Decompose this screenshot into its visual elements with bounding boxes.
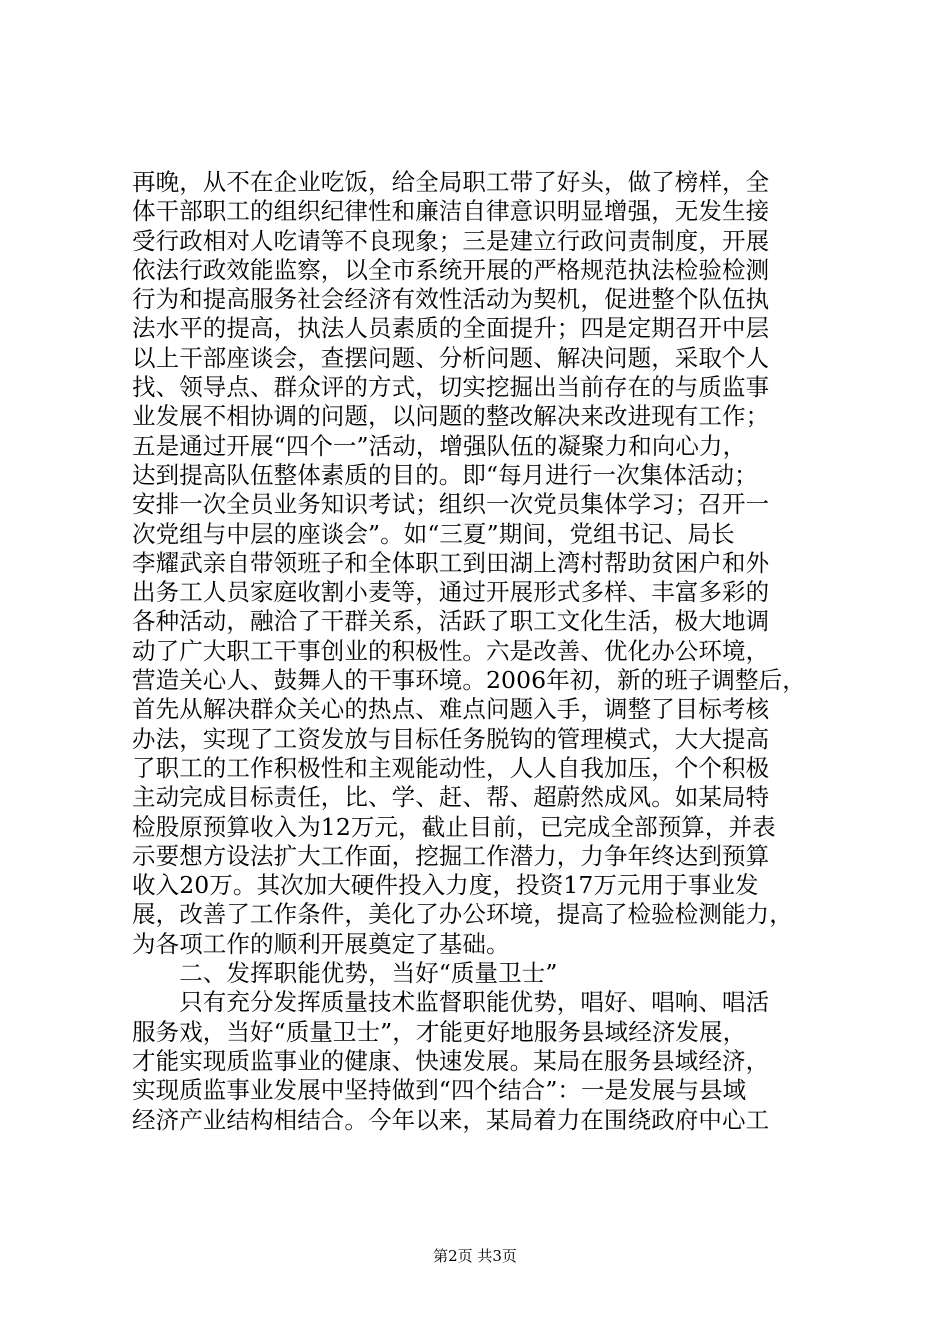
text-line: 主动完成目标责任，比、学、赶、帮、超蔚然成风。如某局特 bbox=[132, 783, 770, 812]
text-line: 办法，实现了工资发放与目标任务脱钩的管理模式，大大提高 bbox=[132, 724, 770, 753]
text-line: 以上干部座谈会，查摆问题、分析问题、解决问题，采取个人 bbox=[132, 343, 770, 372]
page-footer: 第2页 共3页 bbox=[433, 1247, 517, 1265]
text-line: 受行政相对人吃请等不良现象；三是建立行政问责制度，开展 bbox=[132, 226, 770, 255]
text-line: 收入20万。其次加大硬件投入力度，投资17万元用于事业发 bbox=[132, 871, 759, 900]
text-line: 安排一次全员业务知识考试；组织一次党员集体学习；召开一 bbox=[132, 490, 770, 519]
text-line: 服务戏，当好“质量卫士”，才能更好地服务县域经济发展， bbox=[132, 1017, 747, 1046]
text-line: 示要想方设法扩大工作面，挖掘工作潜力，力争年终达到预算 bbox=[132, 841, 770, 870]
text-line: 找、领导点、群众评的方式，切实挖掘出当前存在的与质监事 bbox=[132, 373, 770, 402]
body-text bbox=[132, 168, 832, 1135]
text-line: 为各项工作的顺利开展奠定了基础。 bbox=[132, 929, 510, 958]
text-line: 依法行政效能监察，以全市系统开展的严格规范执法检验检测 bbox=[132, 255, 770, 284]
text-line: 法水平的提高，执法人员素质的全面提升；四是定期召开中层 bbox=[132, 314, 770, 343]
text-line: 检股原预算收入为12万元，截止目前，已完成全部预算，并表 bbox=[132, 812, 776, 841]
text-line: 经济产业结构相结合。今年以来，某局着力在围绕政府中心工 bbox=[132, 1105, 770, 1134]
text-line: 再晚，从不在企业吃饭，给全局职工带了好头，做了榜样，全 bbox=[132, 168, 770, 196]
text-line: 首先从解决群众关心的热点、难点问题入手，调整了目标考核 bbox=[132, 695, 770, 724]
text-line: 营造关心人、鼓舞人的干事环境。2006年初，新的班子调整后， bbox=[132, 666, 806, 695]
text-line: 出务工人员家庭收割小麦等，通过开展形式多样、丰富多彩的 bbox=[132, 578, 770, 607]
text-line: 实现质监事业发展中坚持做到“四个结合”：一是发展与县域 bbox=[132, 1076, 747, 1105]
section-heading: 二、发挥职能优势，当好“质量卫士” bbox=[132, 959, 558, 988]
text-line: 行为和提高服务社会经济有效性活动为契机，促进整个队伍执 bbox=[132, 285, 770, 314]
text-line: 了职工的工作积极性和主观能动性，人人自我加压，个个积极 bbox=[132, 753, 770, 782]
text-line: 体干部职工的组织纪律性和廉洁自律意识明显增强，无发生接 bbox=[132, 197, 770, 226]
text-line: 达到提高队伍整体素质的目的。即“每月进行一次集体活动； bbox=[132, 460, 758, 489]
text-line: 才能实现质监事业的健康、快速发展。某局在服务县域经济， bbox=[132, 1046, 770, 1075]
text-line: 李耀武亲自带领班子和全体职工到田湖上湾村帮助贫困户和外 bbox=[132, 548, 770, 577]
text-line: 次党组与中层的座谈会”。如“三夏”期间，党组书记、局长 bbox=[132, 519, 735, 548]
text-line: 动了广大职工干事创业的积极性。六是改善、优化办公环境， bbox=[132, 636, 770, 665]
text-line: 只有充分发挥质量技术监督职能优势，唱好、唱响、唱活 bbox=[132, 988, 770, 1017]
text-line: 业发展不相协调的问题，以问题的整改解决来改进现有工作； bbox=[132, 402, 770, 431]
text-line: 各种活动，融洽了干群关系，活跃了职工文化生活，极大地调 bbox=[132, 607, 770, 636]
text-line: 五是通过开展“四个一”活动，增强队伍的凝聚力和向心力， bbox=[132, 431, 747, 460]
text-line: 展，改善了工作条件，美化了办公环境，提高了检验检测能力， bbox=[132, 900, 793, 929]
